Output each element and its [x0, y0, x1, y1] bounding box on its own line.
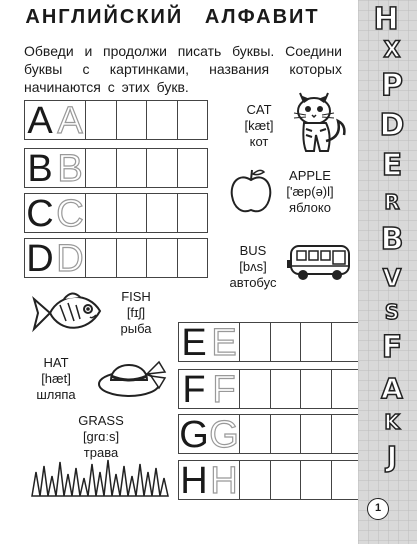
empty-cell[interactable] [239, 415, 270, 453]
empty-cell[interactable] [300, 370, 331, 408]
word-cat [228, 102, 290, 150]
empty-cell[interactable] [300, 461, 331, 499]
letter-dashed: A [57, 100, 83, 142]
empty-cell[interactable] [239, 323, 270, 361]
empty-cell[interactable] [116, 101, 147, 139]
empty-cell[interactable] [270, 415, 301, 453]
side-letter: J [386, 440, 398, 473]
letter-solid: F [182, 369, 206, 411]
side-letter-strip [358, 0, 417, 544]
bus-icon[interactable] [285, 240, 353, 284]
word-english: HAT [43, 355, 69, 370]
empty-cell[interactable] [331, 415, 362, 453]
tracing-row-h[interactable] [178, 460, 362, 500]
empty-cell[interactable] [331, 461, 362, 499]
empty-cell[interactable] [146, 239, 177, 277]
word-english: FISH [121, 289, 151, 304]
empty-cell[interactable] [239, 370, 270, 408]
side-letter: B [380, 222, 404, 257]
letter-dashed: E [211, 322, 237, 364]
tracing-row-g[interactable] [178, 414, 362, 454]
word-apple [275, 168, 345, 216]
letter-solid: B [27, 148, 53, 190]
tracing-row-b[interactable] [24, 148, 208, 188]
word-ipa: [kæt] [244, 118, 274, 133]
side-letter: P [381, 68, 403, 103]
side-letter: D [379, 108, 405, 143]
letter-solid: E [181, 322, 207, 364]
empty-cell[interactable] [85, 149, 116, 187]
empty-cell[interactable] [270, 370, 301, 408]
grass-icon[interactable] [30, 458, 170, 498]
empty-cell[interactable] [85, 239, 116, 277]
side-letter: K [384, 410, 400, 434]
fish-icon[interactable] [30, 287, 106, 339]
empty-cell[interactable] [146, 194, 177, 232]
word-russian: автобус [229, 275, 277, 290]
word-ipa: [hæt] [41, 371, 71, 386]
word-english: CAT [246, 102, 272, 117]
side-letter: X [383, 38, 401, 63]
word-russian: трава [83, 445, 119, 460]
side-letter: V [382, 264, 402, 292]
word-english: APPLE [289, 168, 331, 183]
empty-cell[interactable] [177, 239, 208, 277]
side-letter: E [381, 148, 403, 183]
letter-solid: H [180, 460, 208, 502]
apple-icon[interactable] [228, 166, 274, 216]
letter-solid: G [179, 414, 209, 456]
empty-cell[interactable] [116, 149, 147, 187]
cat-icon[interactable] [290, 85, 350, 157]
empty-cell[interactable] [177, 101, 208, 139]
word-bus [222, 243, 284, 291]
letter-dashed: C [56, 193, 84, 235]
side-letter: S [384, 300, 400, 324]
empty-cell[interactable] [177, 194, 208, 232]
empty-cell[interactable] [331, 370, 362, 408]
word-ipa: [fɪʃ] [126, 305, 146, 320]
tracing-row-f[interactable] [178, 369, 362, 409]
tracing-row-e[interactable] [178, 322, 362, 362]
empty-cell[interactable] [85, 101, 116, 139]
letter-dashed: D [56, 238, 84, 280]
letter-solid: D [26, 238, 54, 280]
page-number: 1 [367, 498, 389, 520]
side-letter: A [381, 372, 403, 405]
word-russian: рыба [120, 321, 152, 336]
empty-cell[interactable] [331, 323, 362, 361]
letter-dashed: H [210, 460, 238, 502]
word-russian: кот [249, 134, 269, 149]
word-english: BUS [239, 243, 267, 258]
empty-cell[interactable] [177, 149, 208, 187]
letter-dashed: G [209, 414, 239, 456]
empty-cell[interactable] [239, 461, 270, 499]
empty-cell[interactable] [300, 415, 331, 453]
word-ipa: [grɑːs] [82, 429, 120, 444]
empty-cell[interactable] [300, 323, 331, 361]
word-english: GRASS [78, 413, 124, 428]
word-grass [70, 413, 132, 461]
letter-solid: C [26, 193, 54, 235]
side-letter: R [384, 190, 400, 214]
letter-dashed: F [212, 369, 236, 411]
empty-cell[interactable] [116, 239, 147, 277]
word-ipa: [bʌs] [239, 259, 267, 274]
empty-cell[interactable] [270, 461, 301, 499]
word-hat [30, 355, 82, 403]
tracing-row-a[interactable] [24, 100, 208, 140]
side-letter: F [381, 330, 403, 365]
empty-cell[interactable] [146, 101, 177, 139]
word-russian: шляпа [36, 387, 76, 402]
empty-cell[interactable] [270, 323, 301, 361]
word-russian: яблоко [289, 200, 331, 215]
instruction-text: Обведи и продолжи писать буквы. Соедини буквы с картинками, названия которых начинаются с этих букв. [24, 43, 342, 95]
word-fish [110, 289, 162, 337]
side-letter: H [373, 2, 399, 37]
word-ipa: ['æp(ə)l] [286, 184, 334, 199]
hat-icon[interactable] [95, 350, 171, 402]
tracing-row-c[interactable] [24, 193, 208, 233]
page-title: АНГЛИЙСКИЙ АЛФАВИТ [25, 6, 320, 28]
empty-cell[interactable] [85, 194, 116, 232]
letter-solid: A [27, 100, 53, 142]
letter-dashed: B [57, 148, 83, 190]
tracing-row-d[interactable] [24, 238, 208, 278]
empty-cell[interactable] [146, 149, 177, 187]
empty-cell[interactable] [116, 194, 147, 232]
